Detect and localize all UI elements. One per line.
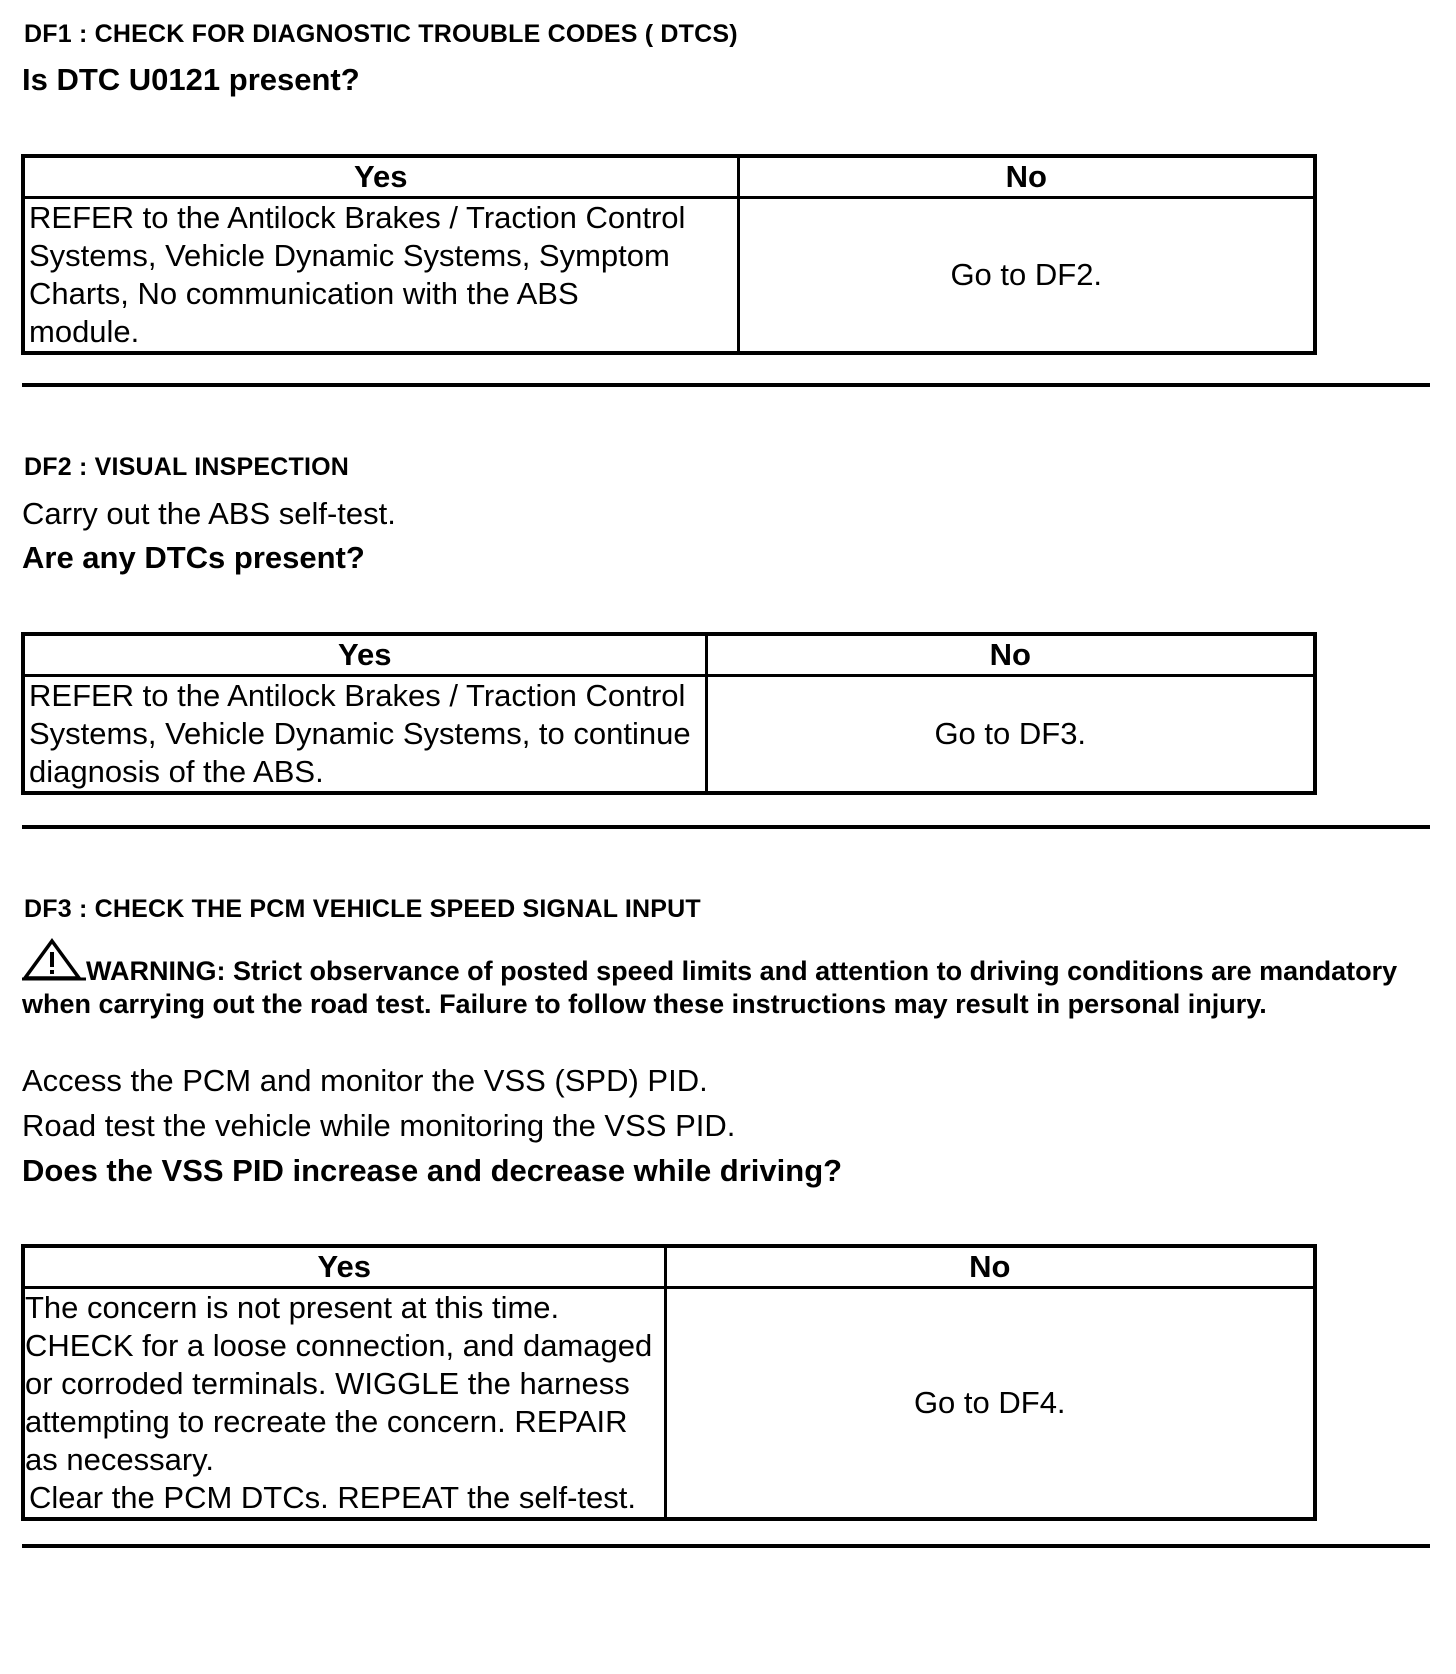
df2-yes-line: REFER to the Antilock Brakes / Traction Control <box>29 678 686 713</box>
df3-yes-last-line: Clear the PCM DTCs. REPEAT the self-test. <box>29 1480 636 1515</box>
df3-question: Does the VSS PID increase and decrease while driving? <box>22 1153 843 1188</box>
df2-yes-line: Systems, Vehicle Dynamic Systems, to continue <box>29 716 691 751</box>
df3-yes-line: The concern is not present at this time. <box>25 1290 560 1325</box>
df2-heading: DF2 : VISUAL INSPECTION <box>24 453 350 481</box>
df3-table <box>21 1244 1317 1521</box>
df1-yes-cell <box>23 198 738 354</box>
df3-yes-line: or corroded terminals. WIGGLE the harness <box>25 1366 630 1401</box>
df3-no-header: No <box>665 1246 1315 1288</box>
df3-yes-cell <box>23 1288 665 1520</box>
df2-no-cell: Go to DF3. <box>706 676 1315 794</box>
df1-question: Is DTC U0121 present? <box>22 62 360 97</box>
df3-instruction-1: Access the PCM and monitor the VSS (SPD) PID. <box>22 1063 708 1098</box>
section-divider <box>22 383 1430 387</box>
df1-no-header: No <box>738 156 1315 198</box>
df3-yes-line: as necessary. <box>25 1442 214 1477</box>
df1-yes-line: Charts, No communication with the ABS <box>29 276 579 311</box>
df3-instruction-2: Road test the vehicle while monitoring the VSS PID. <box>22 1108 736 1143</box>
df1-yes-line: module. <box>29 314 140 349</box>
df1-yes-line: REFER to the Antilock Brakes / Traction Control <box>29 200 686 235</box>
df3-yes-line: attempting to recreate the concern. REPAIR <box>25 1404 628 1439</box>
df2-yes-cell <box>23 676 706 794</box>
df3-heading: DF3 : CHECK THE PCM VEHICLE SPEED SIGNAL INPUT <box>24 895 701 923</box>
df1-no-cell: Go to DF2. <box>738 198 1315 354</box>
df2-table <box>21 632 1317 795</box>
warning-triangle-icon <box>22 938 86 982</box>
section-divider <box>22 1544 1430 1548</box>
df2-question: Are any DTCs present? <box>22 540 365 575</box>
warning-text: : Strict observance of posted speed limits and attention to driving conditions are mandatory when carrying out the road test. Failure to follow these instructions may result in personal injury. <box>22 956 1398 1019</box>
section-divider <box>22 825 1430 829</box>
df3-yes-header: Yes <box>23 1246 665 1288</box>
df3-no-cell: Go to DF4. <box>665 1288 1315 1520</box>
df2-yes-line: diagnosis of the ABS. <box>29 754 324 789</box>
df2-yes-header: Yes <box>23 634 706 676</box>
df1-table <box>21 154 1317 355</box>
df2-no-header: No <box>706 634 1315 676</box>
df1-yes-line: Systems, Vehicle Dynamic Systems, Symptom <box>29 238 670 273</box>
df3-warning <box>22 938 1432 1021</box>
warning-label: WARNING <box>86 956 217 986</box>
df1-yes-header: Yes <box>23 156 738 198</box>
df1-heading: DF1 : CHECK FOR DIAGNOSTIC TROUBLE CODES ( DTCS) <box>24 20 738 48</box>
df3-yes-line: CHECK for a loose connection, and damaged <box>25 1328 653 1363</box>
df2-instruction: Carry out the ABS self-test. <box>22 496 396 531</box>
